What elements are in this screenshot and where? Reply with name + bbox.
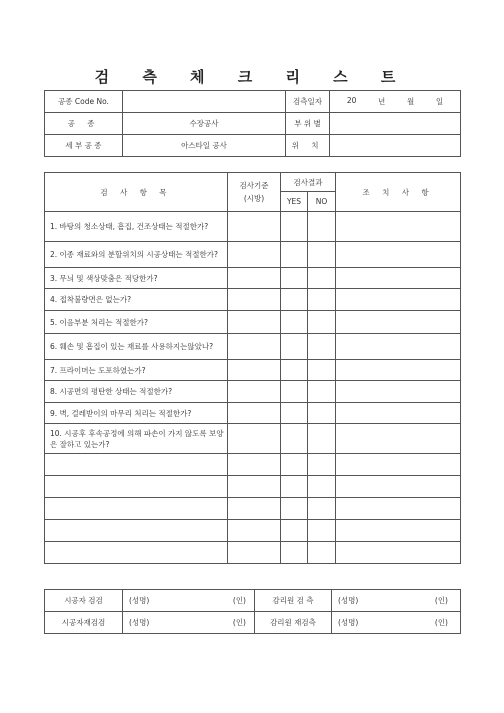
no-checkbox-cell[interactable]	[308, 542, 336, 564]
yes-checkbox-cell[interactable]	[281, 360, 308, 381]
checklist-item-text[interactable]	[45, 542, 228, 564]
no-checkbox-cell[interactable]	[308, 242, 336, 268]
action-cell[interactable]	[336, 403, 461, 424]
standard-cell[interactable]	[228, 212, 281, 242]
checklist-row	[45, 242, 461, 268]
col-no-header: NO	[308, 192, 336, 212]
action-cell[interactable]	[336, 311, 461, 334]
checklist-row	[45, 289, 461, 311]
checklist-item-text: 5. 이음부분 처리는 적절한가?	[45, 311, 228, 334]
location-value-field[interactable]	[330, 135, 461, 157]
checklist-item-text[interactable]	[45, 454, 228, 476]
page-title: 검 측 체 크 리 스 트	[94, 68, 410, 86]
checklist-item-text: 8. 시공면의 평탄한 상태는 적절한가?	[45, 381, 228, 403]
standard-cell[interactable]	[228, 454, 281, 476]
yes-checkbox-cell[interactable]	[281, 476, 308, 498]
checklist-item-text: 9. 벽, 걸레받이의 마무리 처리는 적절한가?	[45, 403, 228, 424]
no-checkbox-cell[interactable]	[308, 212, 336, 242]
yes-checkbox-cell[interactable]	[281, 289, 308, 311]
no-checkbox-cell[interactable]	[308, 424, 336, 454]
contractor-check-label: 시공자 검검	[45, 590, 123, 612]
detail-value[interactable]: 아스타일 공사	[123, 135, 286, 157]
checklist-item-text[interactable]	[45, 520, 228, 542]
yes-checkbox-cell[interactable]	[281, 242, 308, 268]
date-label: 검측일자	[286, 91, 330, 113]
yes-checkbox-cell[interactable]	[281, 454, 308, 476]
standard-cell[interactable]	[228, 311, 281, 334]
col-standard-label: 검사기준	[239, 181, 269, 190]
checklist-item-text: 7. 프라이머는 도포하였는가?	[45, 360, 228, 381]
checklist-item-text: 6. 훼손 및 흠집이 있는 재료를 사용하지는않았나?	[45, 334, 228, 360]
checklist-row	[45, 381, 461, 403]
checklist-row-empty	[45, 476, 461, 498]
standard-cell[interactable]	[228, 289, 281, 311]
action-cell[interactable]	[336, 360, 461, 381]
name-placeholder: (성명)	[129, 618, 150, 627]
seal-placeholder: (인)	[434, 596, 448, 605]
part-label: 부 위 별	[286, 113, 330, 135]
standard-cell[interactable]	[228, 268, 281, 289]
yes-checkbox-cell[interactable]	[281, 268, 308, 289]
yes-checkbox-cell[interactable]	[281, 311, 308, 334]
checklist-row	[45, 424, 461, 454]
standard-cell[interactable]	[228, 424, 281, 454]
action-cell[interactable]	[336, 498, 461, 520]
action-cell[interactable]	[336, 381, 461, 403]
seal-placeholder: (인)	[434, 618, 448, 627]
yes-checkbox-cell[interactable]	[281, 403, 308, 424]
standard-cell[interactable]	[228, 476, 281, 498]
checklist-item-text[interactable]	[45, 498, 228, 520]
contractor-check-sign-field[interactable]	[123, 590, 255, 612]
date-field[interactable]	[330, 91, 461, 113]
action-cell[interactable]	[336, 334, 461, 360]
col-standard-header	[228, 173, 281, 212]
no-checkbox-cell[interactable]	[308, 289, 336, 311]
signature-table	[44, 589, 461, 634]
standard-cell[interactable]	[228, 381, 281, 403]
checklist-item-text[interactable]	[45, 476, 228, 498]
checklist-item-text: 2. 이종 재료와의 분할위치의 시공상태는 적절한가?	[45, 242, 228, 268]
detail-label: 세 부 공 종	[45, 135, 123, 157]
standard-cell[interactable]	[228, 242, 281, 268]
yes-checkbox-cell[interactable]	[281, 520, 308, 542]
no-checkbox-cell[interactable]	[308, 268, 336, 289]
code-label: 공종 Code No.	[45, 91, 123, 113]
standard-cell[interactable]	[228, 360, 281, 381]
no-checkbox-cell[interactable]	[308, 476, 336, 498]
yes-checkbox-cell[interactable]	[281, 542, 308, 564]
no-checkbox-cell[interactable]	[308, 381, 336, 403]
name-placeholder: (성명)	[338, 596, 359, 605]
checklist-row	[45, 334, 461, 360]
no-checkbox-cell[interactable]	[308, 360, 336, 381]
checklist-item-text: 10. 시공후 후속공정에 의해 파손이 가지 않도록 보양은 잘하고 있는가?	[45, 424, 228, 454]
work-label: 공 종	[45, 113, 123, 135]
date-year-unit: 년	[378, 97, 386, 106]
date-month-unit: 월	[406, 97, 415, 106]
no-checkbox-cell[interactable]	[308, 498, 336, 520]
name-placeholder: (성명)	[338, 618, 359, 627]
checklist-body	[45, 212, 461, 564]
checklist-item-text: 4. 접착불량면은 없는가?	[45, 289, 228, 311]
seal-placeholder: (인)	[232, 596, 246, 605]
standard-cell[interactable]	[228, 334, 281, 360]
action-cell[interactable]	[336, 289, 461, 311]
checklist-row-empty	[45, 498, 461, 520]
standard-cell[interactable]	[228, 403, 281, 424]
col-yes-header: YES	[281, 192, 308, 212]
supervisor-recheck-label: 감리원 재검측	[255, 612, 332, 634]
action-cell[interactable]	[336, 212, 461, 242]
name-placeholder: (성명)	[129, 596, 150, 605]
yes-checkbox-cell[interactable]	[281, 381, 308, 403]
action-cell[interactable]	[336, 242, 461, 268]
action-cell[interactable]	[336, 520, 461, 542]
checklist-row-empty	[45, 454, 461, 476]
no-checkbox-cell[interactable]	[308, 311, 336, 334]
yes-checkbox-cell[interactable]	[281, 334, 308, 360]
yes-checkbox-cell[interactable]	[281, 498, 308, 520]
checklist-row	[45, 212, 461, 242]
part-value-field[interactable]	[330, 113, 461, 135]
checklist-row-empty	[45, 542, 461, 564]
action-cell[interactable]	[336, 542, 461, 564]
contractor-recheck-label: 시공자재검검	[45, 612, 123, 634]
standard-cell[interactable]	[228, 498, 281, 520]
date-day-unit: 일	[435, 97, 444, 106]
col-result-header: 검사결과	[281, 173, 336, 192]
checklist-item-text: 3. 무늬 및 색상맞춤은 적당한가?	[45, 268, 228, 289]
date-year: 20	[346, 96, 357, 105]
header-info-table	[44, 90, 461, 157]
work-value[interactable]: 수장공사	[123, 113, 286, 135]
action-cell[interactable]	[336, 476, 461, 498]
action-cell[interactable]	[336, 268, 461, 289]
yes-checkbox-cell[interactable]	[281, 212, 308, 242]
action-cell[interactable]	[336, 454, 461, 476]
seal-placeholder: (인)	[232, 618, 246, 627]
yes-checkbox-cell[interactable]	[281, 424, 308, 454]
code-value-field[interactable]	[123, 91, 286, 113]
checklist-row	[45, 360, 461, 381]
checklist-row	[45, 403, 461, 424]
supervisor-recheck-sign-field[interactable]	[332, 612, 461, 634]
checklist-item-text: 1. 바탕의 청소상태, 흠집, 건조상태는 적절한가?	[45, 212, 228, 242]
no-checkbox-cell[interactable]	[308, 520, 336, 542]
no-checkbox-cell[interactable]	[308, 403, 336, 424]
col-action-header: 조 치 사 항	[336, 173, 461, 212]
action-cell[interactable]	[336, 424, 461, 454]
supervisor-check-label: 감리원 검 측	[255, 590, 332, 612]
checklist-row	[45, 268, 461, 289]
supervisor-check-sign-field[interactable]	[332, 590, 461, 612]
checklist-row	[45, 311, 461, 334]
col-standard-sub-label: (시방)	[243, 194, 265, 203]
col-item-header: 검 사 항 목	[45, 173, 228, 212]
standard-cell[interactable]	[228, 542, 281, 564]
no-checkbox-cell[interactable]	[308, 454, 336, 476]
location-label: 위 치	[286, 135, 330, 157]
contractor-recheck-sign-field[interactable]	[123, 612, 255, 634]
no-checkbox-cell[interactable]	[308, 334, 336, 360]
checklist-table	[44, 172, 461, 564]
standard-cell[interactable]	[228, 520, 281, 542]
checklist-row-empty	[45, 520, 461, 542]
